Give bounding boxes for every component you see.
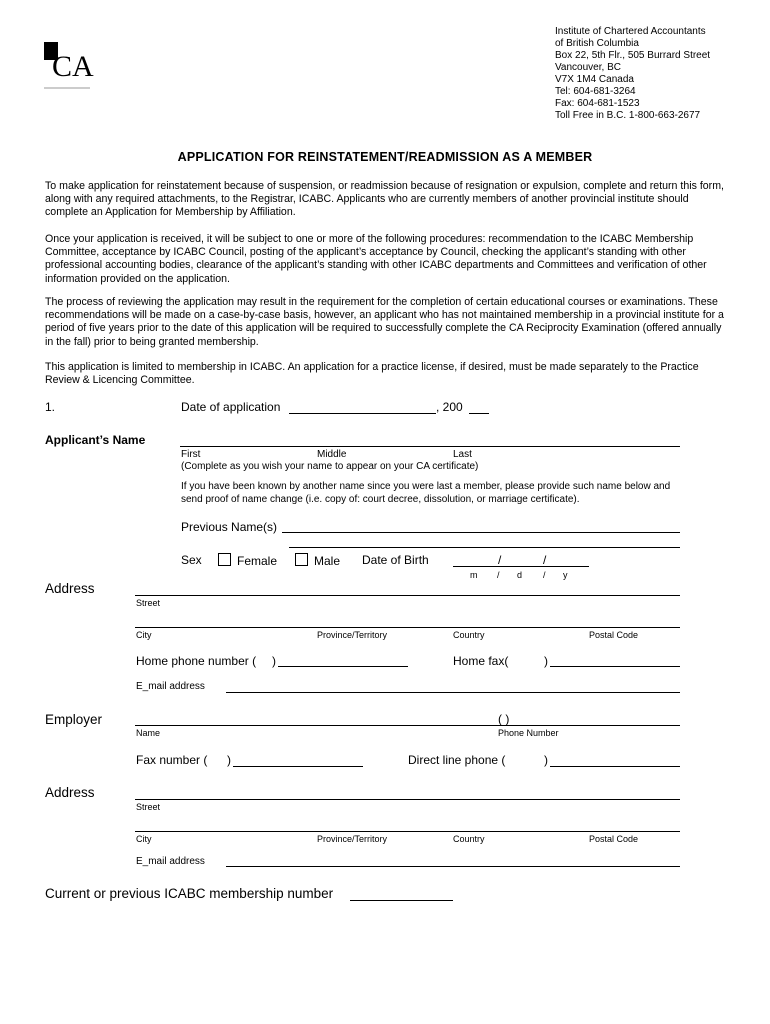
employer-phone-parens: ( ) xyxy=(498,712,510,726)
postal-caption: Postal Code xyxy=(589,834,639,844)
previous-names-label: Previous Name(s) xyxy=(181,520,278,534)
home-city-field[interactable] xyxy=(135,627,680,628)
dob-day-caption: d xyxy=(517,570,523,580)
previous-names-field-2[interactable] xyxy=(289,547,680,548)
address-line: Toll Free in B.C. 1-800-663-2677 xyxy=(555,110,701,121)
female-label: Female xyxy=(237,554,278,568)
ca-logo xyxy=(44,36,94,92)
postal-caption: Postal Code xyxy=(589,630,639,640)
province-caption: Province/Territory xyxy=(317,834,388,844)
city-caption: City xyxy=(136,630,152,640)
dob-label: Date of Birth xyxy=(362,553,429,567)
date-field[interactable] xyxy=(289,413,436,414)
fax-number-label: Fax number ( xyxy=(136,753,208,767)
year-field[interactable] xyxy=(469,413,489,414)
street-caption: Street xyxy=(136,598,161,608)
applicant-name-field[interactable] xyxy=(180,446,680,447)
address-line: Tel: 604-681-3264 xyxy=(555,86,636,97)
home-fax-label: Home fax( xyxy=(453,654,509,668)
employer-address-label: Address xyxy=(45,785,95,800)
home-phone-label: Home phone number ( xyxy=(136,654,257,668)
name-note: (Complete as you wish your name to appear on your CA certificate) xyxy=(181,461,479,472)
membership-number-label: Current or previous ICABC membership number xyxy=(45,886,334,901)
institute-address xyxy=(555,26,710,122)
street-caption: Street xyxy=(136,802,161,812)
home-street-field[interactable] xyxy=(135,595,680,596)
male-checkbox[interactable] xyxy=(295,553,308,566)
employer-city-field[interactable] xyxy=(135,831,680,832)
dob-slash-1: / xyxy=(498,553,502,567)
dob-caption-slash-1: / xyxy=(497,570,500,580)
review-paragraph: The process of reviewing the application may result in the requirement for the completion of certain educational courses or examinations. These recommendations will be made on a case-by-case basis, however, an applicant who has not maintained membership in a provincial institute for a period of five years prior to the date of this application will be required to successfully complete the CA Reciprocity Examination (offered annually in the fall) prior to being granted membership. xyxy=(45,296,724,348)
home-phone-field[interactable] xyxy=(278,666,408,667)
home-address-label: Address xyxy=(45,581,95,596)
date-year-prefix: , 200 xyxy=(436,400,463,414)
dob-month-caption: m xyxy=(470,570,478,580)
home-email-label: E_mail address xyxy=(136,681,205,692)
last-name-caption: Last xyxy=(453,449,472,460)
address-line: Vancouver, BC xyxy=(555,62,621,73)
date-label: Date of application xyxy=(181,400,281,414)
employer-label: Employer xyxy=(45,712,103,727)
middle-name-caption: Middle xyxy=(317,449,347,460)
dob-field[interactable] xyxy=(453,566,589,567)
sex-label: Sex xyxy=(181,553,202,567)
dob-slash-2: / xyxy=(543,553,547,567)
dob-year-caption: y xyxy=(563,570,568,580)
fax-close-paren: ) xyxy=(227,753,231,767)
phone-number-caption: Phone Number xyxy=(498,728,559,738)
procedure-paragraph: Once your application is received, it will be subject to one or more of the following procedures: recommendation to the ICABC Membership Committee, acceptance by ICABC Council, posting of the applicant’s acceptance by Council, checking the applicant’s standing with other professional accounting bodies, clearance of the applicant’s standing with other ICABC departments and Committees and verification of other information provided on the application. xyxy=(45,233,707,285)
fax-number-field[interactable] xyxy=(233,766,363,767)
form-title: APPLICATION FOR REINSTATEMENT/READMISSION AS A MEMBER xyxy=(177,150,593,164)
employer-name-caption: Name xyxy=(136,728,161,738)
limit-paragraph: This application is limited to membership in ICABC. An application for a practice license, if desired, must be made separately to the Practice Review & Licencing Committee. xyxy=(45,361,699,387)
female-checkbox[interactable] xyxy=(218,553,231,566)
home-fax-close-paren: ) xyxy=(544,654,548,668)
known-other-note: If you have been known by another name since you were last a member, please provide such name below and send proof of name change (i.e. copy of: court decree, dissolution, or marriage certificate). xyxy=(181,481,671,505)
direct-line-label: Direct line phone ( xyxy=(408,753,506,767)
home-phone-close-paren: ) xyxy=(272,654,276,668)
direct-line-field[interactable] xyxy=(550,766,680,767)
employer-name-field[interactable] xyxy=(135,725,680,726)
country-caption: Country xyxy=(453,630,485,640)
membership-number-field[interactable] xyxy=(350,900,453,901)
country-caption: Country xyxy=(453,834,485,844)
home-fax-field[interactable] xyxy=(550,666,680,667)
city-caption: City xyxy=(136,834,152,844)
address-line: V7X 1M4 Canada xyxy=(555,74,634,85)
first-name-caption: First xyxy=(181,449,201,460)
address-line: Box 22, 5th Flr., 505 Burrard Street xyxy=(555,50,711,61)
employer-street-field[interactable] xyxy=(135,799,680,800)
item-number: 1. xyxy=(45,400,56,414)
home-email-field[interactable] xyxy=(226,692,680,693)
male-label: Male xyxy=(314,554,341,568)
employer-email-field[interactable] xyxy=(226,866,680,867)
intro-paragraph: To make application for reinstatement because of suspension, or readmission because of resignation or expulsion, complete and return this form, along with any required attachments, to the Registrar, ICABC. Applicants who are currently members of another provincial institute should complete an Application for Membership by Affiliation. xyxy=(45,180,724,219)
direct-line-close-paren: ) xyxy=(544,753,548,767)
female-option[interactable] xyxy=(218,553,277,568)
applicant-name-label: Applicant’s Name xyxy=(45,433,146,447)
address-line: Institute of Chartered Accountants xyxy=(555,26,706,37)
province-caption: Province/Territory xyxy=(317,630,388,640)
logo-text: CA xyxy=(52,50,94,83)
previous-names-field[interactable] xyxy=(282,532,680,533)
address-line: Fax: 604-681-1523 xyxy=(555,98,640,109)
male-option[interactable] xyxy=(295,553,340,568)
dob-caption-slash-2: / xyxy=(543,570,546,580)
employer-email-label: E_mail address xyxy=(136,856,205,867)
address-line: of British Columbia xyxy=(555,38,639,49)
